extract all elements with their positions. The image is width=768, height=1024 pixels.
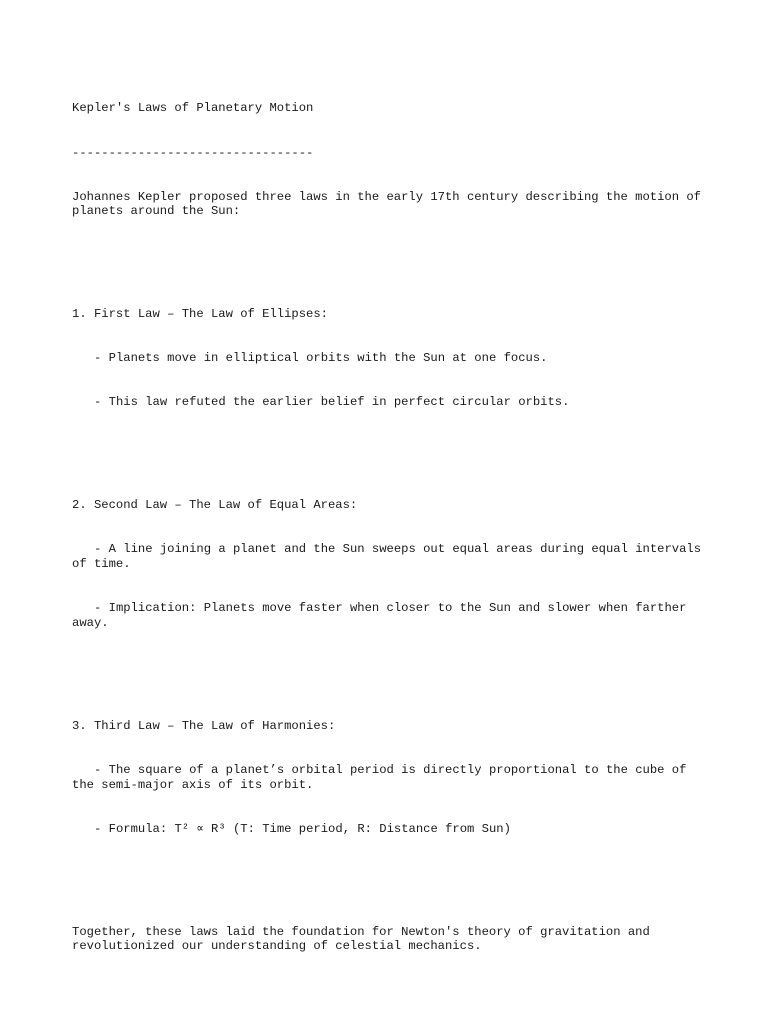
law-heading-third: 3. Third Law – The Law of Harmonies: [72, 718, 336, 733]
law-formula: - Formula: T² ∝ R³ (T: Time period, R: Distance from Sun) [94, 821, 511, 836]
title-underline: --------------------------------- [72, 145, 314, 160]
law-point-text: - Implication: Planets move faster when closer to the Sun and slower when farther away. [72, 601, 694, 630]
document-title: Kepler's Laws of Planetary Motion [72, 101, 314, 116]
document-body [72, 72, 712, 969]
intro-paragraph: Johannes Kepler proposed three laws in the early 17th century describing the motion of planets around the Sun: [72, 189, 709, 219]
law-point [72, 763, 712, 792]
law-heading-first: 1. First Law – The Law of Ellipses: [72, 307, 328, 322]
law-point [72, 601, 712, 630]
blank-line [72, 866, 712, 881]
law-point: - This law refuted the earlier belief in perfect circular orbits. [94, 395, 570, 410]
conclusion-paragraph: Together, these laws laid the foundation for Newton's theory of gravitation and revolutionized our understanding of celestial mechanics. [72, 924, 658, 954]
law-point: - Planets move in elliptical orbits with the Sun at one focus. [94, 351, 548, 366]
law-point-text: - A line joining a planet and the Sun sweeps out equal areas during equal intervals of time. [72, 542, 709, 572]
blank-line [72, 248, 712, 263]
law-point-text: - The square of a planet’s orbital period is directly proportional to the cube of the semi-major axis of its orbit. [72, 763, 694, 792]
blank-line [72, 440, 712, 455]
law-point [72, 542, 712, 571]
blank-line [72, 660, 712, 675]
law-heading-second: 2. Second Law – The Law of Equal Areas: [72, 498, 358, 513]
